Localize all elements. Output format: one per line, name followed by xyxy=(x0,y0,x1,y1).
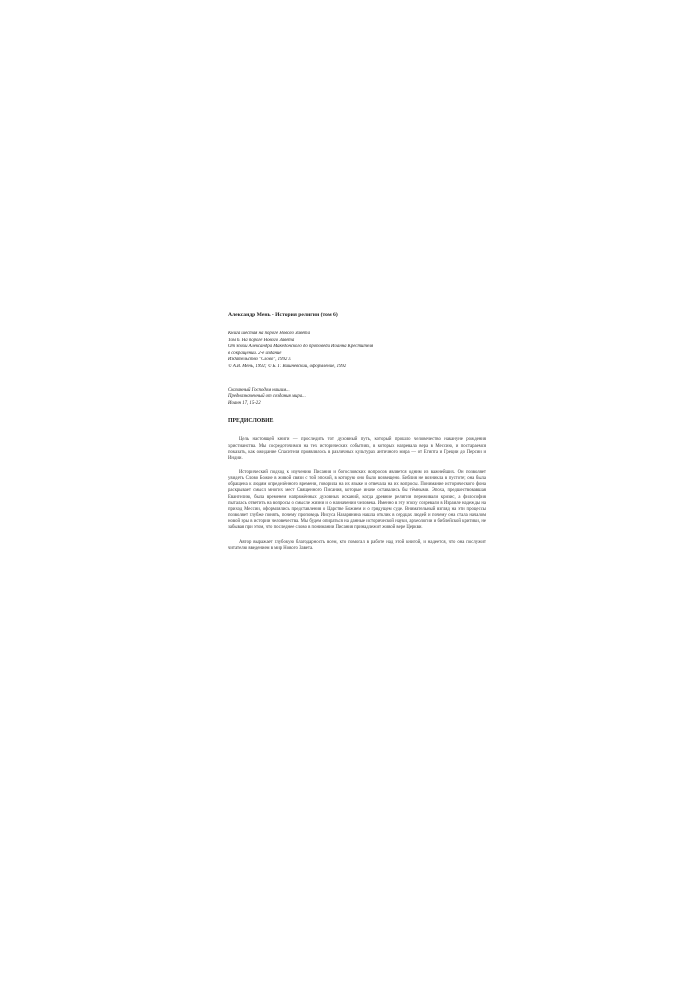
paragraph: Автор выражает глубокую благодарность всем, кто помогал в работе над этой книгой, и надеется, что она послужит читателю введением в мир Нового Завета. xyxy=(228,539,486,551)
paragraph: Цель настоящей книги — проследить тот духовный путь, который прошло человечество накануне рождения христианства. Мы сосредоточимся на тех исторических событиях, в которых назревала вера в Мессию, и постараемся показать, как ожидание Спасителя проявлялось в различных культурах античного мира — от Египта и Греции до Персии и Индии. xyxy=(228,437,486,461)
publication-info-line: © А.В. Мень, 1992; © Б. Г. Вишневский, оформление, 1992 xyxy=(228,363,347,369)
epigraph xyxy=(228,388,486,408)
epigraph-line: Предназначенный от создания мира... xyxy=(228,394,306,400)
epigraph-source: Иоанн 17, 15-22 xyxy=(228,400,261,406)
document-title: Александр Мень - История религии (том 6) xyxy=(228,312,338,318)
publication-info-line: в сокращении. 2-е издание xyxy=(228,350,282,356)
publication-info-line: От эпохи Александра Македонского до проповеди Иоанна Крестителя xyxy=(228,344,374,350)
document-content xyxy=(228,311,486,560)
section-heading: ПРЕДИСЛОВИЕ xyxy=(228,418,274,425)
publication-info-line: Книга шестая на пороге Нового Завета xyxy=(228,331,310,336)
publication-info xyxy=(228,331,486,371)
paragraph: Исторический подход к изучению Писания и богословских вопросов является одним из важнейших. Он позволяет увидеть Слово Божие в живой связи с той эпохой, в которую оно было возвещено. Библия не возникла в пустоте; она была обращена к людям определённого времени, говорила на их языке и отвечала на их вопросы. Понимание исторического фона раскрывает смысл многих мест Священного Писания, которые иначе оставались бы тёмными. Эпоха, предшествовавшая Евангелию, была временем напряжённых духовных исканий, когда древние религии переживали кризис, а философия пыталась ответить на вопросы о смысле жизни и о назначении человека. Именно в эту эпоху созревали в Израиле надежды на приход Мессии, оформлялись представления о Царстве Божием и о грядущем суде. Внимательный взгляд на эти процессы позволяет глубже понять, почему проповедь Иисуса Назарянина нашла отклик в сердцах людей и почему она стала началом новой эры в истории человечества. Мы будем опираться на данные исторической науки, археологии и библейской критики, не забывая при этом, что последнее слово в понимании Писания принадлежит живой вере Церкви. xyxy=(228,469,486,531)
publication-info-line: Том 6. На пороге Нового Завета xyxy=(228,337,295,343)
epigraph-line: Сказанный Господом нашим... xyxy=(228,387,290,393)
publication-info-line: Издательство "Слово", 1992 г. xyxy=(228,357,292,363)
